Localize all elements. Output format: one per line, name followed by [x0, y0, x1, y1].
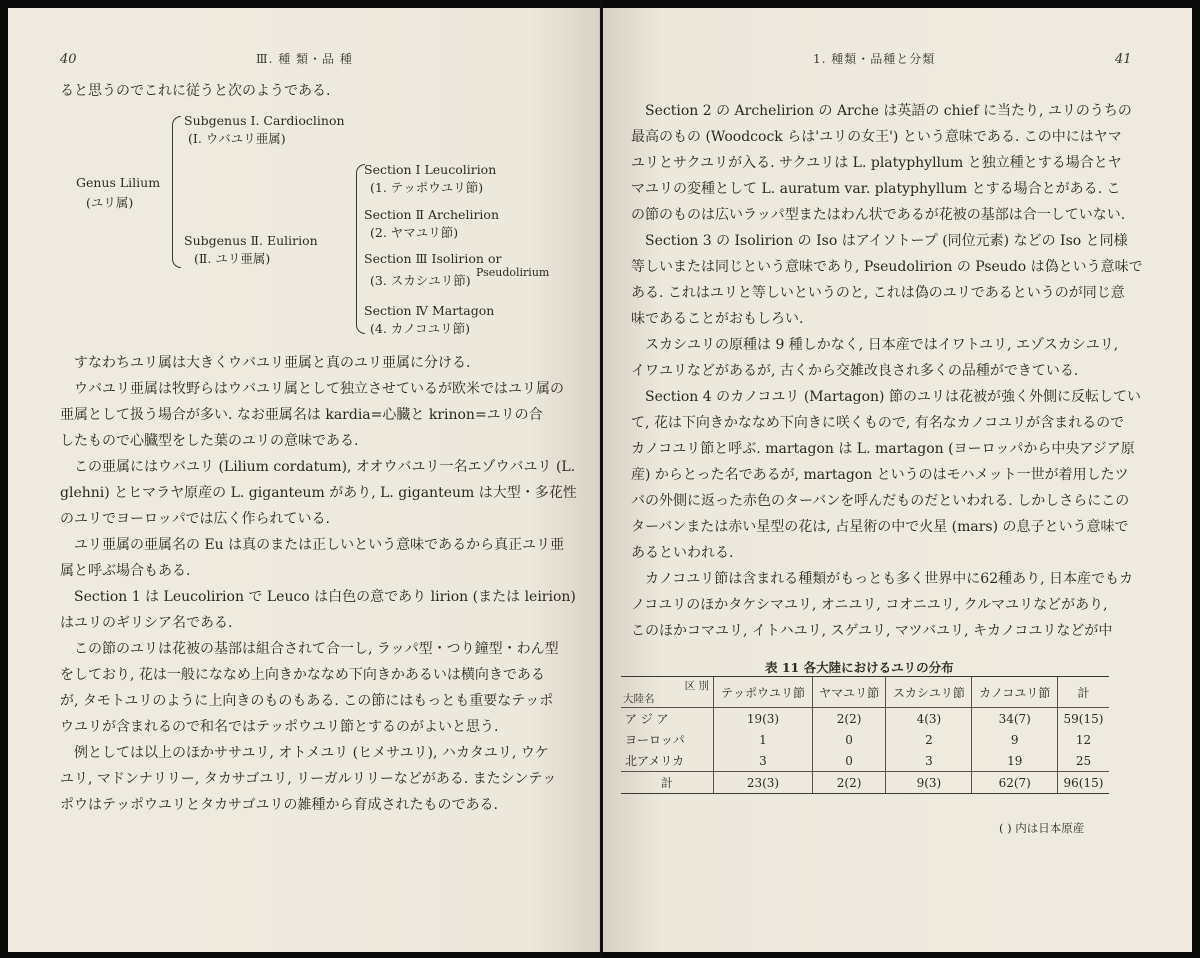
table-cell: 3 [714, 750, 813, 772]
section-3-name: Section Ⅲ Isolirion or [364, 251, 502, 266]
right-body-text [631, 98, 1143, 644]
text-line: 等しいまたは同じという意味であり, Pseudolirion の Pseudo は偽という意味で [631, 259, 1143, 275]
text-line: ユリ亜属の亜属名の Eu は真のまたは正しいという意味であるから真正ユリ亜 [74, 537, 565, 553]
table-cell: 2 [886, 729, 972, 750]
text-line: Section 2 の Archelirion の Arche は英語の chief に当たり, ユリのうちの [645, 103, 1132, 119]
text-line: ある. これはユリと等しいというのと, これは偽のユリであるというのが同じ意 [631, 285, 1125, 301]
text-line: したもので心臓型をした葉のユリの意味である. [60, 433, 359, 449]
text-line: この亜属にはウバユリ (Lilium cordatum), オオウバユリ一名エゾウバユリ (L. [74, 459, 576, 475]
text-line: スカシユリの原種は 9 種しかなく, 日本産ではイワトユリ, エゾスカシユリ, [645, 337, 1119, 353]
row-label: 北アメリカ [625, 754, 685, 768]
right-page [603, 8, 1192, 952]
table-cell: 3 [886, 750, 972, 772]
table-row [621, 750, 1109, 772]
section-3-jp: (3. スカシユリ節) [370, 273, 471, 288]
table-row [621, 708, 1109, 730]
text-line: 属と呼ぶ場合もある. [60, 563, 191, 579]
text-line: が, タモトユリのように上向きのものもある. この節にはもっとも重要なテッポ [60, 693, 554, 709]
page-number-right: 41 [1115, 52, 1132, 67]
page-number-left: 40 [60, 52, 77, 67]
text-line: マユリの変種として L. auratum var. platyphyllum とする場合とがある. こ [631, 181, 1121, 197]
text-line: 例としては以上のほかササユリ, オトメユリ (ヒメサユリ), ハカタユリ, ウケ [74, 745, 549, 761]
subgenus2-name: Subgenus Ⅱ. Eulirion [184, 233, 318, 248]
table-corner-cell [621, 677, 714, 708]
text-line: のユリでヨーロッパでは広く作られている. [60, 511, 330, 527]
table-cell: 9 [972, 729, 1058, 750]
table-cell: 23(3) [714, 772, 813, 794]
running-header-right: 1. 種類・品種と分類 [813, 52, 936, 66]
text-line: すなわちユリ属は大きくウバユリ亜属と真のユリ亜属に分ける. [74, 355, 471, 371]
text-line: イワユリなどがあるが, 古くから交雑改良され多くの品種ができている. [631, 363, 1079, 379]
distribution-table [621, 676, 1109, 794]
section-4-jp: (4. カノコユリ節) [370, 321, 471, 336]
text-line: の節のものは広いラッパ型またはわん状であるが花被の基部は合一していない. [631, 207, 1126, 223]
text-line: ノコユリのほかタケシマユリ, オニユリ, コオニユリ, クルマユリなどがあり, [631, 597, 1108, 613]
genus-name: Genus Lilium [76, 175, 161, 190]
text-line: 亜属として扱う場合が多い. なお亜属名は kardia=心臓と krinon=ユリの合 [60, 407, 543, 423]
section-1-name: Section I Leucolirion [364, 162, 497, 177]
row-label: ヨーロッパ [625, 733, 685, 747]
text-line: このほかコマユリ, イトハユリ, スゲユリ, マツバユリ, キカノコユリなどが中 [631, 623, 1113, 639]
table-note: ( ) 内は日本原産 [999, 821, 1085, 835]
column-header: カノコユリ節 [972, 677, 1058, 708]
table-cell: 96(15) [1057, 772, 1109, 794]
table-cell: 34(7) [972, 708, 1058, 730]
table-cell: 0 [812, 750, 885, 772]
left-body-text [60, 350, 577, 818]
text-line: ウバユリ亜属は牧野らはウバユリ属として独立させているが欧米ではユリ属の [74, 381, 564, 397]
table-cell: 1 [714, 729, 813, 750]
subgenus1-name: Subgenus I. Cardioclinon [184, 113, 345, 128]
column-header: テッポウユリ節 [714, 677, 813, 708]
row-label: 計 [621, 772, 714, 794]
corner-top-label: 区 別 [684, 680, 709, 692]
text-line: ユリとサクユリが入る. サクユリは L. platyphyllum と独立種とする場合とヤ [631, 155, 1122, 171]
section-1-jp: (1. テッポウユリ節) [370, 180, 484, 195]
text-line: をしており, 花は一般にななめ上向きかななめ下向きかあるいは横向きである [60, 667, 545, 683]
table-cell: 9(3) [886, 772, 972, 794]
table-cell: 19 [972, 750, 1058, 772]
table-cell: 4(3) [886, 708, 972, 730]
table-row [621, 729, 1109, 750]
table-cell: 2(2) [812, 772, 885, 794]
subgenus1-jp: (I. ウバユリ亜属) [188, 131, 286, 146]
genus-jp: (ユリ属) [86, 195, 134, 210]
table-cell: 19(3) [714, 708, 813, 730]
text-line: はユリのギリシア名である. [60, 615, 233, 631]
column-header: スカシユリ節 [886, 677, 972, 708]
section-2-name: Section Ⅱ Archelirion [364, 207, 499, 222]
column-header: 計 [1057, 677, 1109, 708]
genus-brace [172, 116, 181, 268]
text-line: Section 3 の Isolirion の Iso はアイソトープ (同位元素) などの Iso と同様 [645, 233, 1128, 249]
table-header-row [621, 677, 1109, 708]
text-line: ウユリが含まれるので和名ではテッポウユリ節とするのがよいと思う. [60, 719, 499, 735]
text-line: glehni) とヒマラヤ原産の L. giganteum があり, L. giganteum は大型・多花性 [60, 485, 577, 501]
text-line: 最高のもの (Woodcock らは'ユリの女王') という意味である. この中にはヤマ [631, 129, 1122, 145]
running-header-left: Ⅲ. 種 類・品 種 [256, 52, 353, 66]
table-title: 表 11 各大陸におけるユリの分布 [765, 660, 954, 675]
table-cell: 12 [1057, 729, 1109, 750]
section-3-extra: Pseudolirium [476, 266, 550, 279]
corner-bottom-label: 大陸名 [623, 693, 655, 705]
text-line: て, 花は下向きかななめ下向きに咲くもので, 有名なカノコユリが含まれるので [631, 415, 1125, 431]
text-line: Section 4 のカノコユリ (Martagon) 節のユリは花被が強く外側に反転してい [645, 389, 1141, 405]
text-line: あるといわれる. [631, 545, 734, 561]
text-line: バの外側に返った赤色のターバンを呼んだものだといわれる. しかしさらにこの [631, 493, 1130, 509]
text-line: 産) からとった名であるが, martagon というのはモハメット一世が着用したツ [631, 467, 1129, 483]
text-line: ユリ, マドンナリリー, タカサゴユリ, リーガルリリーなどがある. またシンテッ [60, 771, 557, 787]
column-header: ヤマユリ節 [812, 677, 885, 708]
table-cell: 59(15) [1057, 708, 1109, 730]
text-line: カノコユリ節と呼ぶ. martagon は L. martagon (ヨーロッパから中央アジア原 [631, 441, 1135, 457]
section-2-jp: (2. ヤマユリ節) [370, 225, 459, 240]
table-cell: 62(7) [972, 772, 1058, 794]
text-line: ターバンまたは赤い星型の花は, 占星術の中で火星 (mars) の息子という意味で [631, 519, 1129, 535]
text-line: 味であることがおもしろい. [631, 311, 804, 327]
text-line: カノコユリ節は含まれる種類がもっとも多く世界中に62種あり, 日本産でもカ [645, 571, 1134, 587]
text-line: この節のユリは花被の基部は組合されて合一し, ラッパ型・つり鐘型・わん型 [74, 641, 559, 657]
subgenus2-jp: (Ⅱ. ユリ亜属) [194, 251, 271, 266]
row-label: ア ジ ア [625, 712, 669, 726]
text-line: Section 1 は Leucolirion で Leuco は白色の意であり lirion (または leirion) [74, 589, 576, 605]
intro-line: ると思うのでこれに従うと次のようである. [60, 83, 331, 99]
table-cell: 25 [1057, 750, 1109, 772]
table-cell: 2(2) [812, 708, 885, 730]
text-line: ポウはテッポウユリとタカサゴユリの雑種から育成されたものである. [60, 797, 498, 813]
section-4-name: Section Ⅳ Martagon [364, 303, 495, 318]
table-cell: 0 [812, 729, 885, 750]
table-total-row [621, 772, 1109, 794]
left-page [8, 8, 600, 952]
